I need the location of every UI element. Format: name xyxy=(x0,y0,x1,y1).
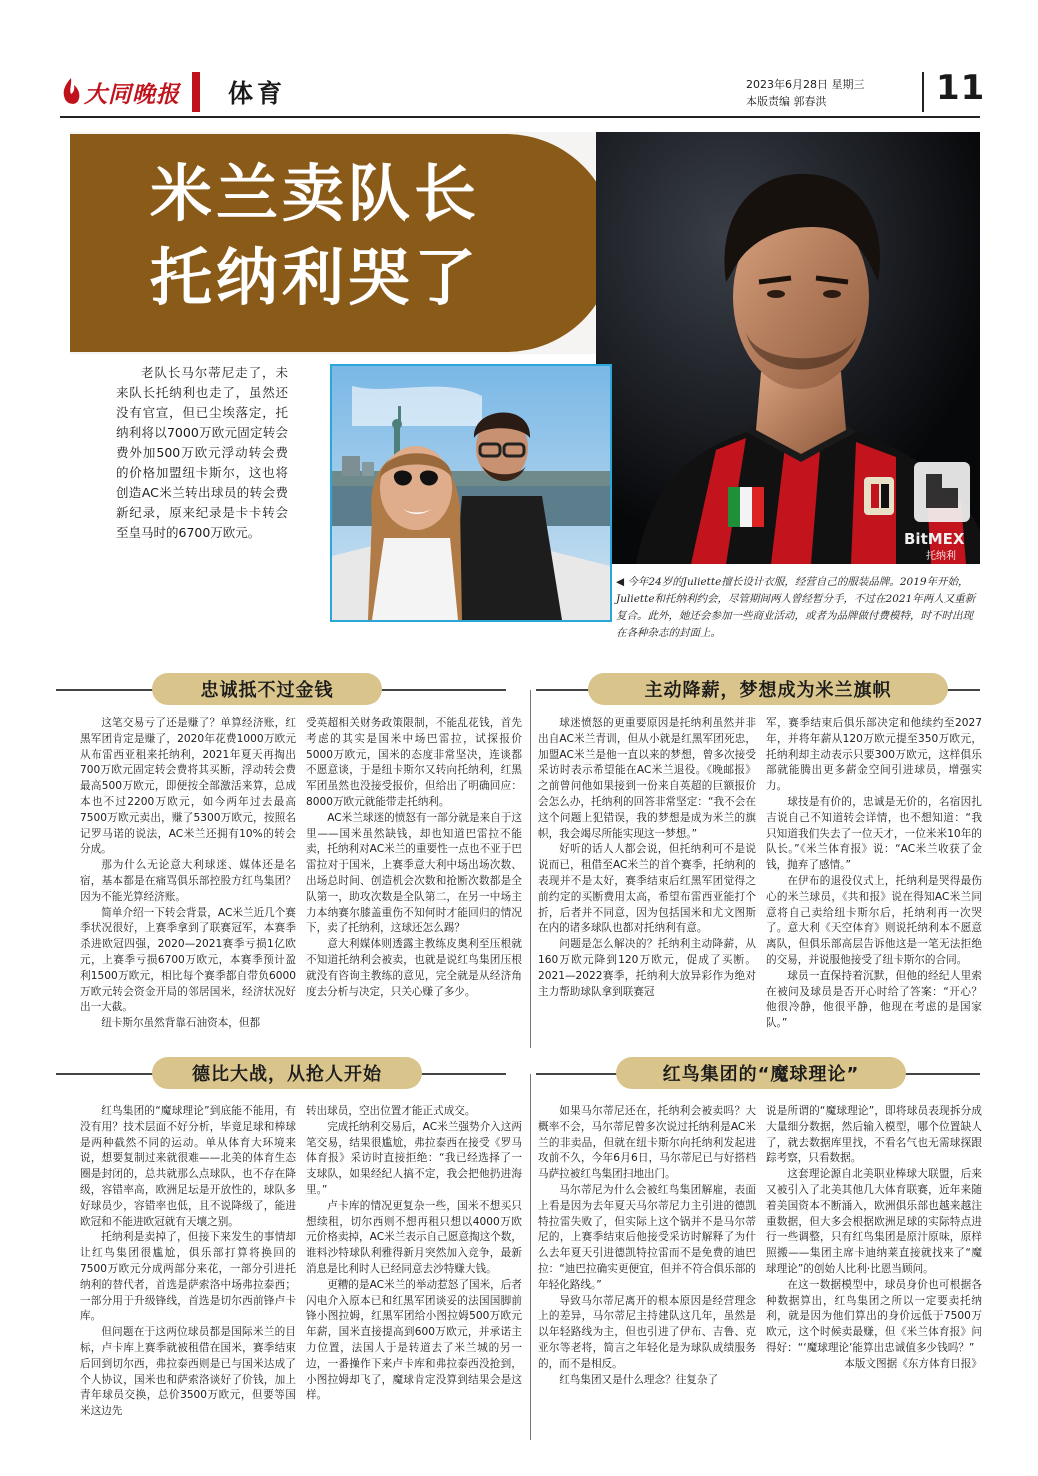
player-photo xyxy=(596,132,980,564)
paragraph: 托纳利是卖掉了，但接下来发生的事情却让红鸟集团很尴尬，俱乐部打算将换回的7500万欧元分成两部分来花，一部分引进托纳利的替代者，首选是萨索洛中场弗拉泰西；一部分用于升级锋线，首选是切尔西前锋卢卡库。 xyxy=(80,1231,296,1323)
headline-line-2: 托纳利哭了 xyxy=(150,241,481,314)
section-title-moneyball xyxy=(536,1057,980,1089)
column-divider xyxy=(530,690,531,1048)
issue-info xyxy=(746,76,865,110)
paragraph: 马尔蒂尼为什么会被红鸟集团解雇，表面上看是因为去年夏天马尔蒂尼力主引进的德凯特拉雷失败了，但实际上这个锅并不是马尔蒂尼的，上赛季结束后他接受采访时解释了为什么去年夏天引进德凯特拉雷而不是免费的迪巴拉：“迪巴拉确实更便宜，但并不符合俱乐部的年轻化路线。” xyxy=(538,1183,756,1291)
section-heading: 德比大战，从抢人开始 xyxy=(152,1057,422,1089)
masthead xyxy=(60,68,986,114)
section-name: 体育 xyxy=(228,79,287,108)
paragraph: 红鸟集团又是什么理念？往复杂了 xyxy=(559,1373,719,1386)
article-column xyxy=(766,716,982,1036)
section-title-loyalty xyxy=(56,673,506,705)
flame-icon xyxy=(60,77,82,107)
article-column xyxy=(306,716,522,1036)
article-column xyxy=(306,1104,522,1434)
logo-text: 大同晚报 xyxy=(84,80,180,108)
paragraph: AC米兰球迷的愤怒有一部分就是来自于这里——国米虽然缺钱，却也知道巴雷拉不能卖，托纳利对AC米兰的重要性一点也不亚于巴雷拉对于国米，上赛季意大利中场出场次数、出场总时间、创造机会次数和抢断次数都是全队第一，助攻次数是全队第二，在另一中场主力本纳赛尔膝盖重伤不知何时才能回归的情况下，卖了托纳利，这球还怎么踢？ xyxy=(306,811,522,935)
section-title-paycut xyxy=(536,673,980,705)
paragraph: 如果马尔蒂尼还在，托纳利会被卖吗？大概率不会，马尔蒂尼曾多次说过托纳利是AC米兰的非卖品，但就在纽卡斯尔向托纳利发起进攻前不久，今年6月6日，马尔蒂尼已与好搭档马萨拉被红鸟集团扫地出门。 xyxy=(538,1105,756,1181)
paragraph: 受英超相关财务政策限制，不能乱花钱，首先考虑的其实是国米中场巴雷拉，试探报价5000万欧元，国米的态度非常坚决，连谈都不愿意谈，于是纽卡斯尔又转向托纳利，红黑军团虽然也没接受报价，但给出了明确回应：8000万欧元就能带走托纳利。 xyxy=(306,717,522,808)
paragraph: 简单介绍一下转会背景，AC米兰近几个赛季状况很好，上赛季拿到了联赛冠军，本赛季杀进欧冠四强，2020—2021赛季亏损1亿欧元，上赛季亏损6700万欧元，本赛季预计盈利1500万欧元，相比每个赛季都自带负6000万欧元转会资金开局的邻居国米，经济状况好出一大截。 xyxy=(80,906,296,1014)
paragraph: 这笔交易亏了还是赚了？单算经济账，红黑军团肯定是赚了，2020年花费1000万欧元从布雷西亚租来托纳利，2021年夏天再掏出700万欧元固定转会费将其买断，浮动转会费最高500万欧元，即便按全部激活来算，总成本也不过2200万欧元，如今两年过去最高7500万欧元卖出，赚了5300万欧元，按照名记罗马诺的说法，AC米兰还拥有10%的转会分成。 xyxy=(80,717,296,856)
paragraph: 好听的话人人都会说，但托纳利可不是说说而已，租借至AC米兰的首个赛季，托纳利的表现并不是太好，赛季结束后红黑军团觉得之前约定的买断费用太高，希望布雷西亚能打个折，后者并不同意，因为包括国米和尤文图斯在内的诸多球队也都对托纳利有意。 xyxy=(538,843,756,935)
article-column xyxy=(766,1104,982,1434)
intro-text: 老队长马尔蒂尼走了，未来队长托纳利也走了，虽然还没有官宣，但已尘埃落定，托纳利将以7000万欧元固定转会费外加500万欧元浮动转会费的价格加盟纽卡斯尔，这也将创造AC米兰转出球员的转会费新纪录，原来纪录是卡卡转会至皇马时的6700万欧元。 xyxy=(116,365,288,540)
headline-line-1: 米兰卖队长 xyxy=(150,157,481,230)
paragraph: 在这一数据模型中，球员身价也可根据各种数据算出，红鸟集团之所以一定要卖托纳利，就是因为他们算出的身价远低于7500万欧元，这个时候卖最赚，但《米兰体育报》问得好：“‘魔球理论’能算出忠诚值多少钱吗？” xyxy=(766,1278,982,1354)
paragraph: 纽卡斯尔虽然背靠石油资本，但都 xyxy=(101,1017,261,1030)
article-column xyxy=(80,716,296,1036)
sponsor-logo: BitMEX xyxy=(904,530,965,548)
article-column xyxy=(80,1104,296,1434)
page-editor: 本版责编 郭春洪 xyxy=(746,95,827,108)
paragraph: 红鸟集团的“魔球理论”到底能不能用，有没有用？技术层面不好分析，毕竟足球和棒球是两种截然不同的运动。单从体育大环境来说，想要复制过来就很难——北美的体育生态圈是封闭的，总共就那么点球队，也不存在降级，容错率高，欧洲足坛是开放性的，球队多好球员少，容错率也低，且不说降级了，能进欧冠和不能进欧冠就有天壤之别。 xyxy=(80,1105,296,1228)
masthead-accent-bar xyxy=(192,72,200,112)
paragraph: 意大利媒体则透露主教练皮奥利至压根就不知道托纳利会被卖，也就是说红鸟集团压根就没有咨询主教练的意见，完全就是从经济角度去分析与决定，只关心赚了多少。 xyxy=(306,938,522,998)
paragraph: 说是所谓的“魔球理论”，即将球员表现拆分成大量细分数据，然后输入模型，哪个位置缺人了，就去数据库里找，不看名气也无需球探跟踪考察，只看数据。 xyxy=(766,1105,982,1165)
section-heading: 忠诚抵不过金钱 xyxy=(152,673,382,705)
paragraph: 问题是怎么解决的？托纳利主动降薪，从160万欧元降到120万欧元，促成了买断。2021—2022赛季，托纳利大放异彩作为绝对主力帮助球队拿到联赛冠 xyxy=(538,938,756,998)
paragraph: 球员一直保持着沉默，但他的经纪人里索在被问及球员是否开心时给了答案：“开心？他很冷静，他很平静，他现在考虑的是国家队。” xyxy=(766,969,982,1030)
player-illustration xyxy=(596,132,980,564)
intro-paragraph xyxy=(116,363,288,543)
masthead-rule xyxy=(60,116,980,118)
paragraph: 导致马尔蒂尼离开的根本原因是经营理念上的差异，马尔蒂尼主持建队这几年，虽然是以年轻路线为主，但也引进了伊布、吉鲁、克亚尔等老将，简言之年轻化是为球队成绩服务的，而不是相反。 xyxy=(538,1294,756,1370)
newspaper-logo xyxy=(60,72,190,112)
paragraph: 球迷愤怒的更重要原因是托纳利虽然并非出自AC米兰青训，但从小就是红黑军团死忠，加盟AC米兰是他一直以来的梦想，曾多次接受采访时表示希望能在AC米兰退役。《晚邮报》之前曾问他如果接到一份来自英超的巨额报价会怎么办，托纳利的回答非常坚定：“我不会在这个问题上犯错误，我的梦想是成为米兰的旗帜，我会竭尽所能实现这一梦想。” xyxy=(538,717,756,840)
source-credit: 本版文图据《东方体育日报》 xyxy=(844,1357,982,1370)
issue-date: 2023年6月28日 星期三 xyxy=(746,78,865,91)
player-name-tag: 托纳利 xyxy=(926,551,956,562)
page-number: 11 xyxy=(936,68,986,108)
article-column xyxy=(538,1104,756,1434)
paragraph: 那为什么无论意大利球迷、媒体还是名宿，基本都是在痛骂俱乐部控股方红鸟集团？因为不能光算经济账。 xyxy=(80,859,296,903)
paragraph: 更糟的是AC米兰的举动惹怒了国米，后者闪电介入原本已和红黑军团谈妥的法国国脚前锋小图拉姆，红黑军团给小图拉姆500万欧元年薪，国米直接提高到600万欧元，并承诺主力位置，法国人于是转道去了米兰城的另一边，一番操作下来卢卡库和弗拉泰西没抢到，小图拉姆却飞了，魔球肯定没算到结果会是这样。 xyxy=(306,1278,522,1402)
section-heading: 主动降薪，梦想成为米兰旗帜 xyxy=(588,673,948,705)
paragraph: 卢卡库的情况更复杂一些，国米不想买只想续租，切尔西则不想再租只想以4000万欧元价格卖掉，AC米兰表示自己愿意掏这个数，谁料沙特球队利雅得新月突然加入竞争，最新消息是比利时人已经同意去沙特赚大钱。 xyxy=(306,1199,522,1275)
paragraph: 但问题在于这两位球员都是国际米兰的目标，卢卡库上赛季就被租借在国米，赛季结束后回到切尔西，弗拉泰西则是已与国米达成了个人协议，国米也和萨索洛谈好了价钱，加上青年球员交换，总价3500万欧元，但要等国米这边先 xyxy=(80,1326,296,1418)
section-heading: 红鸟集团的“魔球理论” xyxy=(616,1057,906,1089)
couple-illustration xyxy=(332,366,610,620)
paragraph: 球技是有价的，忠诚是无价的，名宿因扎吉说自己不知道转会详情，也不想知道：“我只知道我们失去了一位天才，一位米米10年的队长。”《米兰体育报》说：“AC米兰收获了金钱，抛弃了感情。” xyxy=(766,795,982,872)
section-title-derby xyxy=(56,1057,506,1089)
paragraph: 完成托纳利交易后，AC米兰强势介入这两笔交易，结果很尴尬，弗拉泰西在接受《罗马体育报》采访时直接拒绝：“我已经选择了一支球队，如果经纪人搞不定，我会把他扔进海里。” xyxy=(306,1120,522,1196)
masthead-divider xyxy=(922,72,924,112)
page-headline xyxy=(150,152,480,320)
photo-caption: ◀ 今年24岁的Juliette擅长设计衣服，经营自己的服装品牌。2019年开始，Juliette和托纳利约会，尽管期间两人曾经暂分手，不过在2021年两人又重新复合。此外，她还会参加一些商业活动，或者为品牌做付费模特，时不时出现在各种杂志的封面上。 xyxy=(616,576,976,639)
column-divider xyxy=(530,1074,531,1440)
couple-photo xyxy=(330,364,612,622)
paragraph: 这套理论源自北美职业棒球大联盟，后来又被引入了北美其他几大体育联赛，近年来随着美国资本不断涌入，欧洲俱乐部也越来越注重数据，但大多会根据欧洲足球的实际特点进行一些调整，只有红鸟集团是原汁原味，原样照搬——集团主席卡迪纳莱直接就找来了“魔球理论”的创始人比利·比恩当顾问。 xyxy=(766,1168,982,1275)
article-column xyxy=(538,716,756,1036)
paragraph: 军，赛季结束后俱乐部决定和他续约至2027年，并将年薪从120万欧元提至350万欧元，托纳利却主动表示只要300万欧元，这样俱乐部就能腾出更多薪金空间引进球员，增强实力。 xyxy=(766,717,982,793)
paragraph: 转出球员，空出位置才能正式成交。 xyxy=(306,1105,476,1117)
paragraph: 在伊布的退役仪式上，托纳利是哭得最伤心的米兰球员，《共和报》说在得知AC米兰同意将自己卖给纽卡斯尔后，托纳利再一次哭了。意大利《天空体育》则说托纳利本不愿意离队，但俱乐部高层告诉他这是一笔无法拒绝的交易，并说服他接受了纽卡斯尔的合同。 xyxy=(766,874,982,966)
